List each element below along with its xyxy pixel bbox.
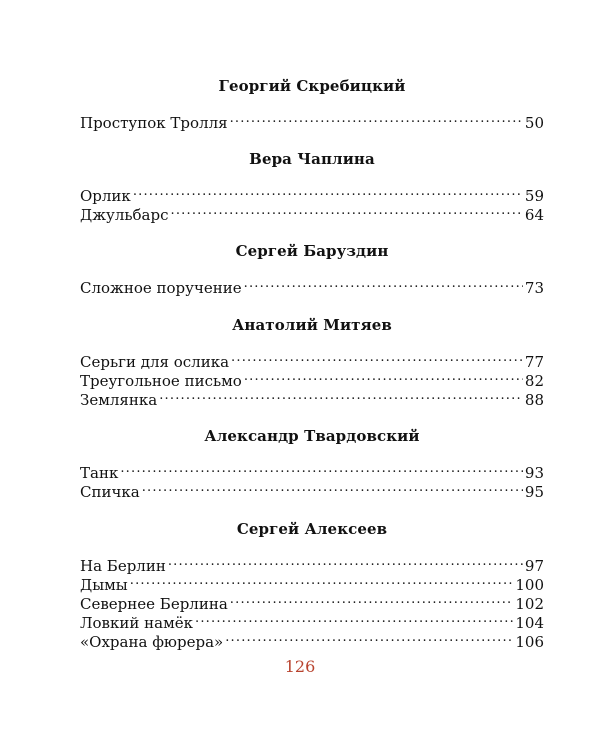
page-number-folio: 126 [284, 657, 316, 676]
toc-entry [80, 459, 544, 482]
entry-title: Орлик [80, 187, 131, 205]
dot-leader [169, 201, 523, 220]
toc-entry [80, 182, 544, 205]
entry-page-number: 93 [524, 464, 544, 482]
entry-page-number: 97 [524, 557, 544, 575]
toc-section-chaplina [80, 150, 544, 224]
entry-page-number: 82 [524, 372, 544, 390]
dot-leader [229, 348, 523, 367]
dot-leader [166, 552, 523, 571]
entry-title: Спичка [80, 483, 140, 501]
entry-page-number: 77 [524, 353, 544, 371]
author-heading: Вера Чаплина [249, 150, 375, 168]
entry-title: Серьги для ослика [80, 353, 230, 371]
dot-leader [223, 628, 513, 647]
dot-leader [228, 109, 523, 128]
entry-title: Танк [80, 464, 119, 482]
toc-entry [80, 590, 544, 613]
toc-section-alekseev [80, 520, 544, 651]
entry-page-number: 106 [515, 633, 544, 651]
toc-entry [80, 274, 544, 297]
entry-title: Дымы [80, 576, 128, 594]
entry-page-number: 64 [524, 206, 544, 224]
author-heading: Сергей Алексеев [236, 520, 388, 538]
dot-leader [131, 182, 523, 201]
entry-title: Проступок Тролля [80, 114, 228, 132]
dot-leader [128, 571, 514, 590]
dot-leader [242, 274, 523, 293]
author-heading: Георгий Скребицкий [218, 77, 406, 95]
toc-section-tvardovsky [80, 427, 544, 501]
toc-entry [80, 348, 544, 371]
entry-title: Ловкий намёк [80, 614, 193, 632]
dot-leader [228, 590, 514, 609]
toc-entry [80, 478, 544, 501]
entry-title: Треугольное письмо [80, 372, 242, 390]
author-heading: Сергей Баруздин [235, 242, 389, 260]
toc-section-skrebitsky [80, 77, 544, 132]
dot-leader [118, 459, 523, 478]
toc-entry [80, 109, 544, 132]
entry-page-number: 50 [524, 114, 544, 132]
author-heading: Анатолий Митяев [232, 316, 392, 334]
entry-page-number: 59 [524, 187, 544, 205]
dot-leader [157, 386, 523, 405]
toc-entry [80, 201, 544, 224]
entry-page-number: 102 [515, 595, 544, 613]
entry-title: Севернее Берлина [80, 595, 228, 613]
entry-title: Сложное поручение [80, 279, 242, 297]
entry-page-number: 104 [515, 614, 544, 632]
dot-leader [193, 609, 513, 628]
entry-title: «Охрана фюрера» [80, 633, 224, 651]
toc-entry [80, 552, 544, 575]
entry-page-number: 95 [524, 483, 544, 501]
author-heading: Александр Твардовский [204, 427, 420, 445]
dot-leader [242, 367, 523, 386]
toc-section-mityaev [80, 316, 544, 409]
entry-page-number: 88 [524, 391, 544, 409]
toc-section-baruzdin [80, 242, 544, 297]
entry-title: Землянка [80, 391, 158, 409]
entry-title: Джульбарс [80, 206, 169, 224]
entry-title: На Берлин [80, 557, 166, 575]
entry-page-number: 100 [515, 576, 544, 594]
dot-leader [140, 478, 523, 497]
toc-entry [80, 571, 544, 594]
entry-page-number: 73 [524, 279, 544, 297]
